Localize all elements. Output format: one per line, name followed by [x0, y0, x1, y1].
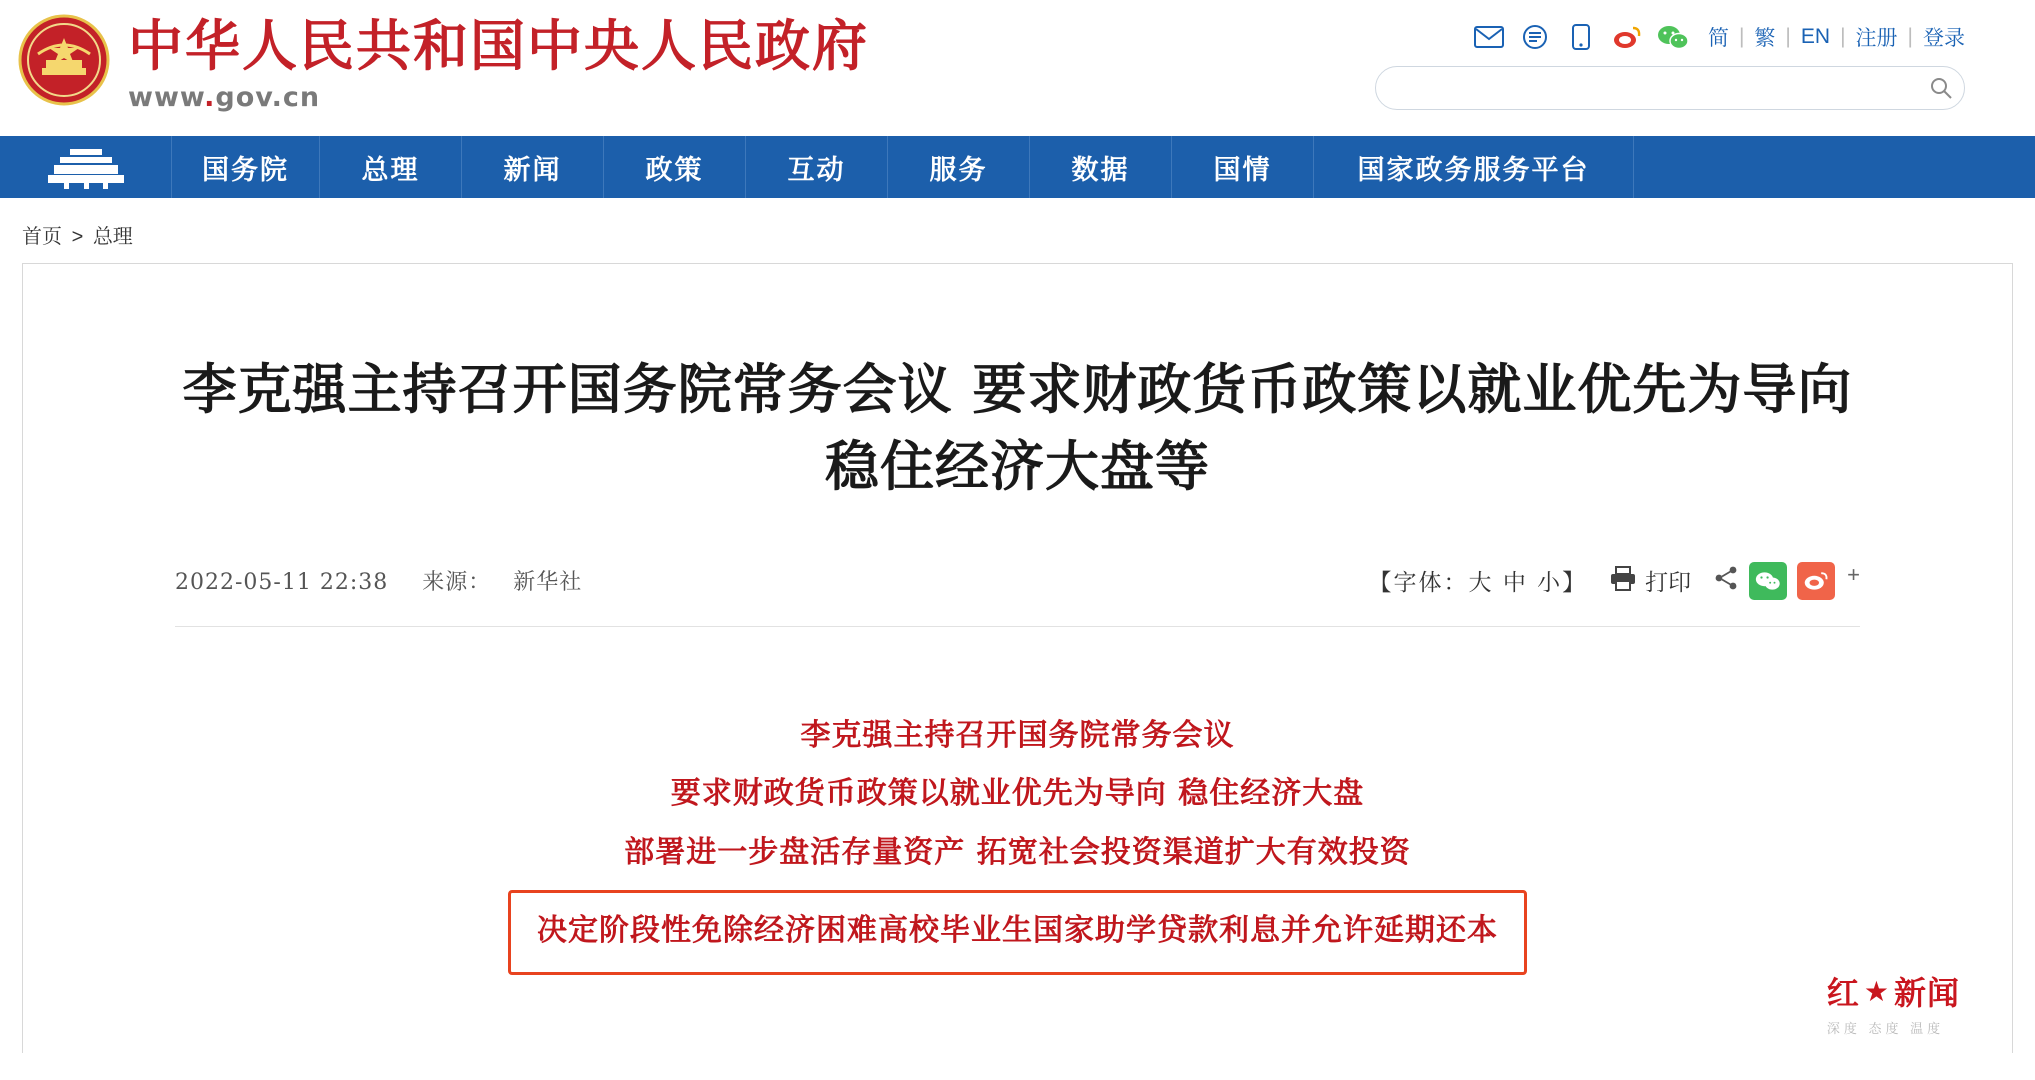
mail-icon[interactable]	[1472, 22, 1506, 52]
main-navigation	[0, 136, 2035, 198]
search-bar[interactable]	[1375, 66, 1965, 110]
wechat-icon[interactable]	[1656, 22, 1690, 52]
highlight-wrap	[508, 890, 1527, 975]
lang-english[interactable]: EN	[1800, 25, 1831, 48]
site-url-dot: .	[204, 82, 216, 113]
nav-item-fuwu[interactable]: 服务	[888, 136, 1030, 198]
share-group	[1713, 562, 1860, 600]
meta-divider	[175, 626, 1860, 627]
watermark-text-left: 红	[1826, 974, 1860, 1012]
nav-item-zhengwu-pingtai[interactable]: 国家政务服务平台	[1314, 136, 1634, 198]
search-icon[interactable]	[1918, 67, 1964, 109]
watermark-main	[1827, 968, 1960, 1014]
printer-icon	[1609, 565, 1637, 597]
article-card	[22, 263, 2013, 1053]
nav-item-zhengce[interactable]: 政策	[604, 136, 746, 198]
font-size-control[interactable]: 【字体：大 中 小】	[1368, 570, 1588, 597]
breadcrumb-current[interactable]: 总理	[92, 226, 133, 248]
nav-item-guoqing[interactable]: 国情	[1172, 136, 1314, 198]
star-icon: ★	[1863, 974, 1890, 1008]
mobile-icon[interactable]	[1564, 22, 1598, 52]
watermark-subtitle: 深度 态度 温度	[1826, 1021, 1945, 1036]
utility-bar	[1472, 22, 1965, 52]
nav-item-guowuyuan[interactable]: 国务院	[172, 136, 320, 198]
source-label: 来源：	[422, 570, 492, 596]
divider: |	[1738, 25, 1745, 48]
body-line-3: 部署进一步盘活存量资产 拓宽社会投资渠道扩大有效投资	[624, 834, 1411, 870]
watermark-text-right: 新闻	[1893, 974, 1960, 1012]
breadcrumb	[0, 198, 2035, 263]
share-nodes-icon[interactable]	[1713, 565, 1739, 597]
body-line-2: 要求财政货币政策以就业优先为导向 稳住经济大盘	[670, 776, 1365, 812]
weibo-icon[interactable]	[1610, 22, 1644, 52]
body-line-1: 李克强主持召开国务院常务会议	[800, 717, 1235, 753]
highlighted-line: 决定阶段性免除经济困难高校毕业生国家助学贷款利息并允许延期还本	[508, 890, 1527, 975]
article-inner	[23, 264, 2012, 975]
nav-item-zongli[interactable]: 总理	[320, 136, 462, 198]
login-link[interactable]: 登录	[1923, 27, 1965, 50]
divider: |	[1840, 25, 1846, 48]
nav-item-hudong[interactable]: 互动	[746, 136, 888, 198]
site-url-prefix: www	[128, 82, 205, 113]
search-input[interactable]	[1376, 67, 1918, 109]
breadcrumb-home[interactable]: 首页	[22, 226, 62, 248]
register-link[interactable]: 注册	[1855, 27, 1898, 50]
rss-icon[interactable]	[1518, 22, 1552, 52]
share-more-button[interactable]: +	[1847, 561, 1860, 587]
nav-item-shuju[interactable]: 数据	[1030, 136, 1172, 198]
article-body	[163, 707, 1872, 975]
watermark-logo	[1827, 968, 1960, 1037]
print-label: 打印	[1645, 569, 1692, 596]
divider: |	[1785, 25, 1791, 48]
tiananmen-home-icon[interactable]	[0, 136, 172, 198]
page-title: 李克强主持召开国务院常务会议 要求财政货币政策以就业优先为导向 稳住经济大盘等	[182, 358, 1853, 498]
divider: |	[1907, 25, 1913, 48]
print-button[interactable]	[1609, 564, 1691, 597]
site-url	[128, 82, 869, 113]
site-url-suffix: gov.cn	[215, 82, 321, 113]
site-title: 中华人民共和国中央人民政府	[128, 13, 870, 78]
breadcrumb-separator: >	[71, 226, 84, 248]
nav-item-xinwen[interactable]: 新闻	[462, 136, 604, 198]
language-links	[1708, 22, 1965, 52]
source-value: 新华社	[513, 570, 583, 596]
lang-simplified[interactable]: 简	[1707, 27, 1729, 50]
site-header	[0, 0, 2035, 136]
national-emblem-icon	[18, 14, 110, 106]
lang-traditional[interactable]: 繁	[1754, 27, 1776, 50]
publish-datetime: 2022-05-11 22:38	[175, 570, 389, 596]
share-wechat-icon[interactable]	[1749, 562, 1787, 600]
site-branding[interactable]	[128, 14, 869, 113]
article-meta	[163, 562, 1872, 600]
article-meta-left	[175, 565, 582, 596]
article-meta-right	[1369, 562, 1860, 600]
share-weibo-icon[interactable]	[1797, 562, 1835, 600]
